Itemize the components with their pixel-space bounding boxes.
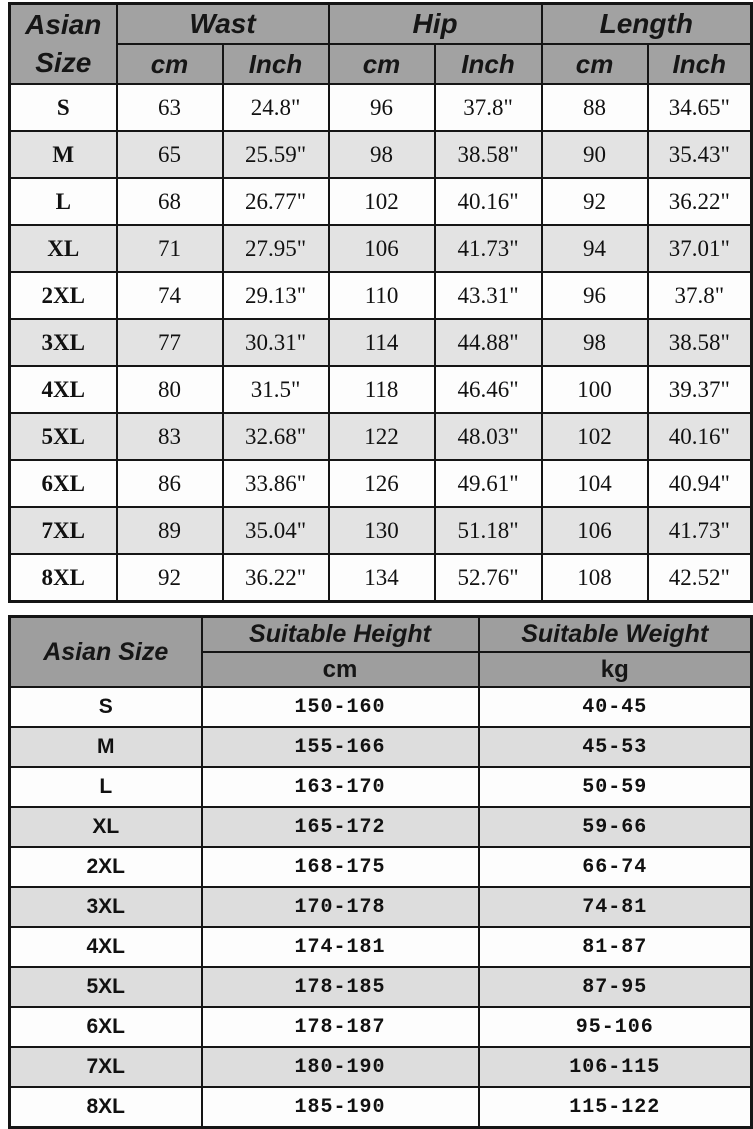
size-label-cell: 6XL	[10, 1007, 202, 1047]
value-cell: 122	[329, 413, 435, 460]
value-cell: 108	[542, 554, 648, 602]
table-row	[10, 1087, 752, 1128]
value-cell: 41.73"	[648, 507, 752, 554]
value-cell: 63	[117, 84, 223, 131]
value-cell: 180-190	[202, 1047, 479, 1087]
value-cell: 50-59	[479, 767, 752, 807]
value-cell: 26.77"	[223, 178, 329, 225]
size-label-cell: 4XL	[10, 927, 202, 967]
value-cell: 45-53	[479, 727, 752, 767]
table-row	[10, 727, 752, 767]
fit-table-body	[10, 687, 752, 1128]
unit-header-row	[10, 44, 752, 84]
size-label-cell: 3XL	[10, 887, 202, 927]
table-row	[10, 767, 752, 807]
value-cell: 92	[117, 554, 223, 602]
table-row	[10, 1047, 752, 1087]
value-cell: 178-185	[202, 967, 479, 1007]
group-header-row	[10, 4, 752, 45]
value-cell: 126	[329, 460, 435, 507]
value-cell: 163-170	[202, 767, 479, 807]
value-cell: 65	[117, 131, 223, 178]
value-cell: 40.16"	[648, 413, 752, 460]
value-cell: 40-45	[479, 687, 752, 727]
value-cell: 155-166	[202, 727, 479, 767]
value-cell: 25.59"	[223, 131, 329, 178]
value-cell: 92	[542, 178, 648, 225]
value-cell: 46.46"	[435, 366, 542, 413]
asian-size-header: Asian Size	[10, 617, 202, 688]
asian-size-header-line2: Size	[35, 47, 92, 78]
size-label-cell: M	[10, 131, 117, 178]
value-cell: 74	[117, 272, 223, 319]
value-cell: 74-81	[479, 887, 752, 927]
value-cell: 102	[329, 178, 435, 225]
value-cell: 100	[542, 366, 648, 413]
size-label-cell: 3XL	[10, 319, 117, 366]
length-group-header: Length	[542, 4, 752, 45]
value-cell: 90	[542, 131, 648, 178]
value-cell: 43.31"	[435, 272, 542, 319]
table-row	[10, 1007, 752, 1047]
height-cm-header: cm	[202, 652, 479, 687]
asian-size-header	[10, 4, 117, 85]
value-cell: 130	[329, 507, 435, 554]
value-cell: 80	[117, 366, 223, 413]
measurements-table-body	[10, 84, 752, 602]
value-cell: 106	[542, 507, 648, 554]
value-cell: 37.8"	[435, 84, 542, 131]
tables-divider-gap	[8, 603, 753, 615]
suitable-height-header: Suitable Height	[202, 617, 479, 653]
size-label-cell: XL	[10, 807, 202, 847]
value-cell: 115-122	[479, 1087, 752, 1128]
value-cell: 104	[542, 460, 648, 507]
value-cell: 31.5"	[223, 366, 329, 413]
value-cell: 35.04"	[223, 507, 329, 554]
size-label-cell: 8XL	[10, 1087, 202, 1128]
size-label-cell: 8XL	[10, 554, 117, 602]
value-cell: 36.22"	[223, 554, 329, 602]
value-cell: 178-187	[202, 1007, 479, 1047]
table-row	[10, 366, 752, 413]
value-cell: 98	[329, 131, 435, 178]
value-cell: 34.65"	[648, 84, 752, 131]
size-label-cell: S	[10, 84, 117, 131]
length-inch-header: Inch	[648, 44, 752, 84]
size-label-cell: 5XL	[10, 967, 202, 1007]
table-row	[10, 887, 752, 927]
value-cell: 39.37"	[648, 366, 752, 413]
value-cell: 40.16"	[435, 178, 542, 225]
hip-cm-header: cm	[329, 44, 435, 84]
value-cell: 38.58"	[648, 319, 752, 366]
asian-size-header-line1: Asian	[25, 9, 102, 41]
value-cell: 29.13"	[223, 272, 329, 319]
size-label-cell: 2XL	[10, 272, 117, 319]
value-cell: 36.22"	[648, 178, 752, 225]
value-cell: 38.58"	[435, 131, 542, 178]
waist-cm-header: cm	[117, 44, 223, 84]
value-cell: 66-74	[479, 847, 752, 887]
value-cell: 87-95	[479, 967, 752, 1007]
value-cell: 118	[329, 366, 435, 413]
value-cell: 185-190	[202, 1087, 479, 1128]
value-cell: 30.31"	[223, 319, 329, 366]
fit-table	[8, 615, 753, 1129]
value-cell: 114	[329, 319, 435, 366]
value-cell: 134	[329, 554, 435, 602]
table-row	[10, 847, 752, 887]
size-label-cell: 6XL	[10, 460, 117, 507]
table-row	[10, 84, 752, 131]
fit-table-header	[10, 617, 752, 688]
measurements-table	[8, 2, 753, 603]
value-cell: 98	[542, 319, 648, 366]
value-cell: 27.95"	[223, 225, 329, 272]
value-cell: 24.8"	[223, 84, 329, 131]
size-label-cell: L	[10, 767, 202, 807]
measurements-table-header	[10, 4, 752, 85]
value-cell: 94	[542, 225, 648, 272]
value-cell: 40.94"	[648, 460, 752, 507]
table-row	[10, 687, 752, 727]
size-label-cell: XL	[10, 225, 117, 272]
size-label-cell: M	[10, 727, 202, 767]
table-row	[10, 807, 752, 847]
value-cell: 44.88"	[435, 319, 542, 366]
table-row	[10, 319, 752, 366]
value-cell: 32.68"	[223, 413, 329, 460]
waist-inch-header: Inch	[223, 44, 329, 84]
hip-group-header: Hip	[329, 4, 542, 45]
table-row	[10, 178, 752, 225]
value-cell: 106	[329, 225, 435, 272]
value-cell: 96	[542, 272, 648, 319]
value-cell: 110	[329, 272, 435, 319]
value-cell: 170-178	[202, 887, 479, 927]
value-cell: 168-175	[202, 847, 479, 887]
table-row	[10, 554, 752, 602]
size-label-cell: 2XL	[10, 847, 202, 887]
value-cell: 42.52"	[648, 554, 752, 602]
size-label-cell: S	[10, 687, 202, 727]
value-cell: 102	[542, 413, 648, 460]
table-row	[10, 413, 752, 460]
table-row	[10, 225, 752, 272]
size-label-cell: 5XL	[10, 413, 117, 460]
value-cell: 41.73"	[435, 225, 542, 272]
value-cell: 83	[117, 413, 223, 460]
value-cell: 37.8"	[648, 272, 752, 319]
value-cell: 174-181	[202, 927, 479, 967]
value-cell: 52.76"	[435, 554, 542, 602]
value-cell: 89	[117, 507, 223, 554]
value-cell: 96	[329, 84, 435, 131]
value-cell: 37.01"	[648, 225, 752, 272]
table-row	[10, 507, 752, 554]
value-cell: 106-115	[479, 1047, 752, 1087]
value-cell: 86	[117, 460, 223, 507]
size-label-cell: 4XL	[10, 366, 117, 413]
value-cell: 59-66	[479, 807, 752, 847]
value-cell: 150-160	[202, 687, 479, 727]
hip-inch-header: Inch	[435, 44, 542, 84]
value-cell: 95-106	[479, 1007, 752, 1047]
value-cell: 35.43"	[648, 131, 752, 178]
value-cell: 77	[117, 319, 223, 366]
size-label-cell: 7XL	[10, 507, 117, 554]
table-row	[10, 967, 752, 1007]
waist-group-header: Wast	[117, 4, 329, 45]
suitable-weight-header: Suitable Weight	[479, 617, 752, 653]
length-cm-header: cm	[542, 44, 648, 84]
group-header-row	[10, 617, 752, 653]
value-cell: 48.03"	[435, 413, 542, 460]
value-cell: 49.61"	[435, 460, 542, 507]
value-cell: 88	[542, 84, 648, 131]
table-row	[10, 927, 752, 967]
table-row	[10, 131, 752, 178]
weight-kg-header: kg	[479, 652, 752, 687]
value-cell: 81-87	[479, 927, 752, 967]
value-cell: 71	[117, 225, 223, 272]
value-cell: 165-172	[202, 807, 479, 847]
table-row	[10, 460, 752, 507]
value-cell: 68	[117, 178, 223, 225]
value-cell: 51.18"	[435, 507, 542, 554]
size-label-cell: L	[10, 178, 117, 225]
size-label-cell: 7XL	[10, 1047, 202, 1087]
table-row	[10, 272, 752, 319]
value-cell: 33.86"	[223, 460, 329, 507]
